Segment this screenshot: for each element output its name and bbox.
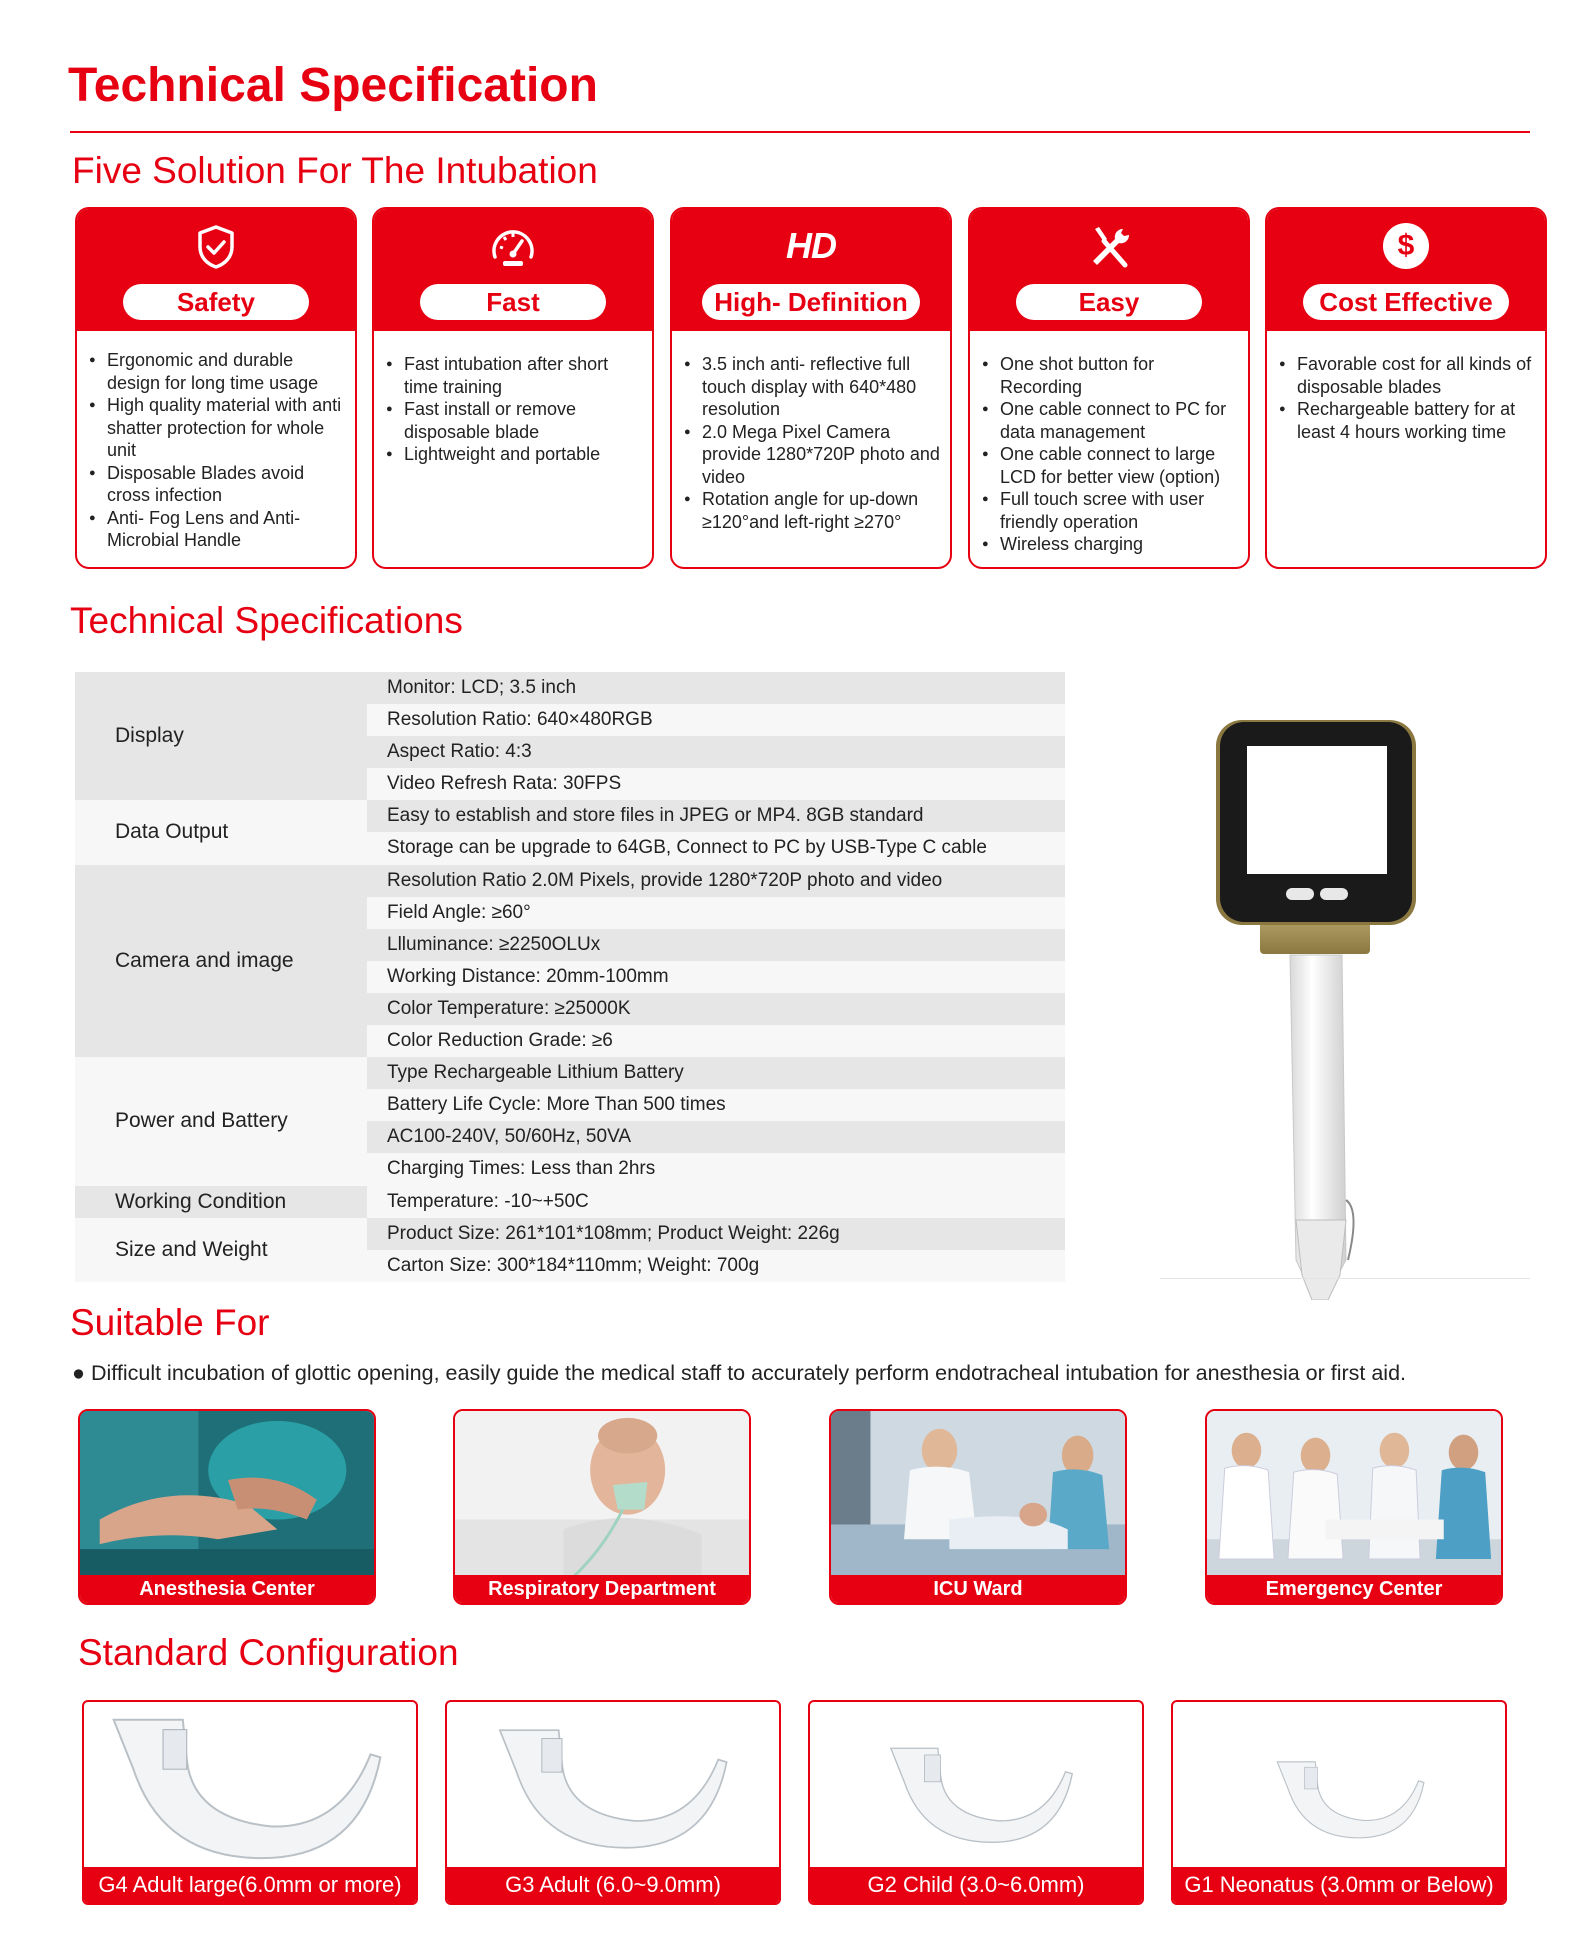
spec-category: Size and Weight [75, 1218, 367, 1282]
department-card [829, 1409, 1127, 1605]
spec-row: Resolution Ratio: 640×480RGB [367, 704, 1065, 736]
card-bullet: ● Rotation angle for up-down ≥120°and left-right ≥270° [684, 488, 940, 533]
spec-row: Carton Size: 300*184*110mm; Weight: 700g [367, 1250, 1065, 1282]
department-label: Emergency Center [1207, 1575, 1501, 1603]
emergency-photo [1207, 1411, 1501, 1577]
spec-row: Color Temperature: ≥25000K [367, 993, 1065, 1025]
spec-category: Camera and image [75, 865, 367, 1058]
spec-row: Video Refresh Rata: 30FPS [367, 768, 1065, 800]
card-header [374, 209, 652, 331]
dollar-icon: $ [1383, 223, 1429, 269]
card-bullet: ● Anti- Fog Lens and Anti-Microbial Handle [89, 507, 345, 552]
spec-row: Aspect Ratio: 4:3 [367, 736, 1065, 768]
feature-card-easy [968, 207, 1250, 569]
spec-group-data-output [75, 800, 1065, 864]
card-bullet: ● Fast install or remove disposable blade [386, 398, 642, 443]
blade-shape [891, 1748, 1072, 1842]
suitable-description [72, 1361, 1406, 1386]
speedometer-icon [489, 223, 537, 271]
card-bullet: ● Ergonomic and durable design for long time usage [89, 349, 345, 394]
blade-label: G1 Neonatus (3.0mm or Below) [1173, 1867, 1505, 1903]
card-title: Easy [1016, 284, 1202, 320]
spec-row: Battery Life Cycle: More Than 500 times [367, 1089, 1065, 1121]
spec-row: Color Reduction Grade: ≥6 [367, 1025, 1065, 1057]
spec-row: AC100-240V, 50/60Hz, 50VA [367, 1121, 1065, 1153]
card-bullet: ● Lightweight and portable [386, 443, 642, 466]
icu-photo [831, 1411, 1125, 1577]
title-divider [70, 131, 1530, 133]
page-title: Technical Specification [68, 59, 598, 112]
card-header [77, 209, 355, 331]
spec-group-size-weight [75, 1218, 1065, 1282]
card-header [970, 209, 1248, 331]
blade-shape [500, 1730, 727, 1848]
feature-card-safety [75, 207, 357, 569]
feature-card-fast [372, 207, 654, 569]
card-bullet: ● Rechargeable battery for at least 4 hours working time [1279, 398, 1535, 443]
department-card [453, 1409, 751, 1605]
card-bullet: ● Fast intubation after short time training [386, 353, 642, 398]
spec-group-power [75, 1057, 1065, 1185]
spec-category: Data Output [75, 800, 367, 864]
spec-row: Monitor: LCD; 3.5 inch [367, 672, 1065, 704]
card-bullet: ● One cable connect to PC for data management [982, 398, 1238, 443]
spec-row: Working Distance: 20mm-100mm [367, 961, 1065, 993]
spec-table [75, 672, 1065, 1282]
department-label: Respiratory Department [455, 1575, 749, 1603]
card-bullet: ● 3.5 inch anti- reflective full touch display with 640*480 resolution [684, 353, 940, 421]
card-title: Safety [123, 284, 309, 320]
card-bullet: ● 2.0 Mega Pixel Camera provide 1280*720P photo and video [684, 421, 940, 489]
department-card [1205, 1409, 1503, 1605]
blade-card [808, 1700, 1144, 1905]
respiratory-photo [455, 1411, 749, 1577]
card-title: Fast [420, 284, 606, 320]
blade-shape [1277, 1762, 1424, 1838]
solutions-heading: Five Solution For The Intubation [72, 150, 598, 191]
blade-image-g1 [1173, 1702, 1505, 1865]
card-bullet: ● High quality material with anti shatter protection for whole unit [89, 394, 345, 462]
blade-image-g4 [84, 1702, 416, 1865]
device-divider [1160, 1278, 1530, 1279]
feature-card-cost-effective [1265, 207, 1547, 569]
specs-heading: Technical Specifications [70, 600, 463, 641]
spec-row: Easy to establish and store files in JPEG or MP4. 8GB standard [367, 800, 1065, 832]
spec-row: Type Rechargeable Lithium Battery [367, 1057, 1065, 1089]
spec-row: Product Size: 261*101*108mm; Product Weight: 226g [367, 1218, 1065, 1250]
blade-card [82, 1700, 418, 1905]
card-bullet: ● One cable connect to large LCD for better view (option) [982, 443, 1238, 488]
card-bullet: ● Wireless charging [982, 533, 1238, 556]
spec-row: Charging Times: Less than 2hrs [367, 1153, 1065, 1185]
blade-label: G4 Adult large(6.0mm or more) [84, 1867, 416, 1903]
spec-group-working-condition [75, 1186, 1065, 1218]
spec-category: Working Condition [75, 1186, 367, 1218]
anesthesia-photo [80, 1411, 374, 1577]
shield-check-icon [192, 223, 240, 271]
spec-category: Power and Battery [75, 1057, 367, 1185]
blade-label: G2 Child (3.0~6.0mm) [810, 1867, 1142, 1903]
blade-image-g2 [810, 1702, 1142, 1865]
blade-shape [114, 1720, 381, 1858]
feature-card-high-definition [670, 207, 952, 569]
config-heading: Standard Configuration [78, 1632, 459, 1673]
card-title: High- Definition [702, 284, 920, 320]
card-bullet: ● Disposable Blades avoid cross infection [89, 462, 345, 507]
department-card [78, 1409, 376, 1605]
spec-row: Resolution Ratio 2.0M Pixels, provide 1280*720P photo and video [367, 865, 1065, 897]
blade-label: G3 Adult (6.0~9.0mm) [447, 1867, 779, 1903]
blade-card [445, 1700, 781, 1905]
card-bullet: ● Favorable cost for all kinds of disposable blades [1279, 353, 1535, 398]
spec-row: Field Angle: ≥60° [367, 897, 1065, 929]
card-bullet: ● One shot button for Recording [982, 353, 1238, 398]
hd-icon: HD [786, 225, 836, 266]
tools-icon [1085, 223, 1133, 271]
suitable-description-text: Difficult incubation of glottic opening, easily guide the medical staff to accurately perform endotracheal intubation for anesthesia or first aid. [90, 1361, 1407, 1385]
card-header [672, 209, 950, 331]
spec-row: Storage can be upgrade to 64GB, Connect to PC by USB-Type C cable [367, 832, 1065, 864]
department-label: ICU Ward [831, 1575, 1125, 1603]
spec-group-camera [75, 865, 1065, 1058]
laryngoscope-device-image [1160, 700, 1470, 1300]
department-label: Anesthesia Center [80, 1575, 374, 1603]
card-title: Cost Effective [1303, 284, 1509, 320]
blade-image-g3 [447, 1702, 779, 1865]
spec-row: Llluminance: ≥2250OLUx [367, 929, 1065, 961]
bullet-icon: ● [72, 1361, 91, 1385]
card-bullet: ● Full touch scree with user friendly operation [982, 488, 1238, 533]
card-header [1267, 209, 1545, 331]
suitable-heading: Suitable For [70, 1302, 270, 1343]
spec-category: Display [75, 672, 367, 800]
spec-group-display [75, 672, 1065, 800]
spec-row: Temperature: -10~+50C [367, 1186, 1065, 1218]
blade-card [1171, 1700, 1507, 1905]
